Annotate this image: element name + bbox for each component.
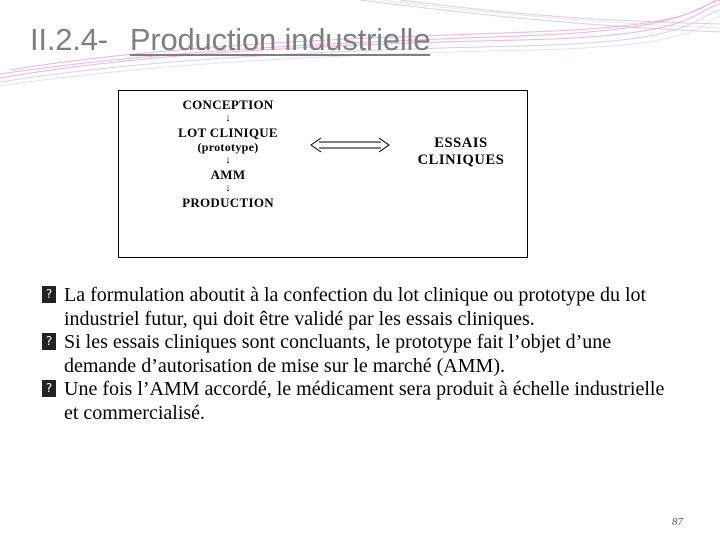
bullet-text: Si les essais cliniques sont concluants, le prototype fait l’objet d’une demande d’autorisation de mise sur le marché (AMM). bbox=[64, 331, 612, 377]
bullet-text: La formulation aboutit à la confection du lot clinique ou prototype du lot industriel futur, qui doit être validé par les essais cliniques. bbox=[64, 284, 647, 330]
process-flow bbox=[153, 97, 303, 210]
essais-line1: ESSAIS bbox=[434, 135, 488, 151]
arrow-down-icon: ↓ bbox=[225, 112, 231, 124]
double-arrow-icon bbox=[309, 137, 391, 153]
step-production: PRODUCTION bbox=[182, 195, 274, 210]
title-text: Production industrielle bbox=[129, 22, 431, 57]
essais-line2: CLINIQUES bbox=[417, 152, 505, 168]
bullet-list bbox=[42, 284, 682, 425]
title-number: II.2.4- bbox=[30, 22, 108, 57]
step-lot-clinique: LOT CLINIQUE bbox=[178, 125, 278, 140]
bullet-icon: ? bbox=[42, 380, 56, 397]
step-prototype: (prototype) bbox=[197, 140, 259, 154]
process-diagram bbox=[118, 90, 528, 258]
step-conception: CONCEPTION bbox=[182, 97, 274, 112]
essais-cliniques-box bbox=[403, 135, 519, 169]
bullet-item bbox=[42, 284, 682, 331]
arrow-down-icon: ↓ bbox=[225, 154, 231, 166]
bullet-text: Une fois l’AMM accordé, le médicament sera produit à échelle industrielle et commercialisé. bbox=[64, 378, 665, 424]
bullet-icon: ? bbox=[42, 333, 56, 350]
bullet-item bbox=[42, 378, 682, 425]
bullet-icon: ? bbox=[42, 286, 56, 303]
page-number: 87 bbox=[672, 516, 683, 528]
step-amm: AMM bbox=[210, 167, 246, 182]
arrow-down-icon: ↓ bbox=[225, 182, 231, 194]
slide-title bbox=[30, 22, 430, 58]
bullet-item bbox=[42, 331, 682, 378]
